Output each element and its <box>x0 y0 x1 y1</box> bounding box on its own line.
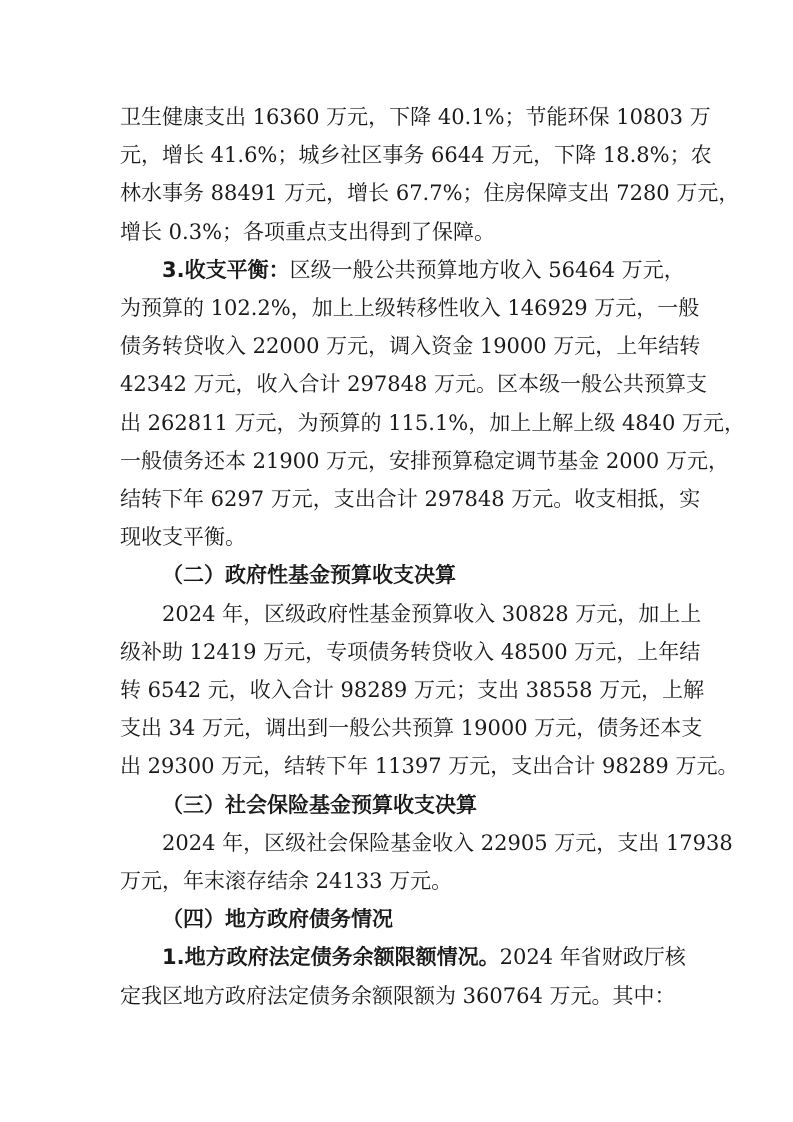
text-line <box>120 251 685 289</box>
text-line: 一般债务还本 21900 万元，安排预算稳定调节基金 2000 万元， <box>120 448 729 473</box>
section-heading-social-insurance: （三）社会保险基金预算收支决算 <box>162 792 477 817</box>
text-line <box>120 938 686 976</box>
text-line: 卫生健康支出 16360 万元，下降 40.1%；节能环保 10803 万 <box>120 105 711 129</box>
paragraph-expenditure-items <box>120 98 740 251</box>
text-line: 2024 年，区级社会保险基金收入 22905 万元，支出 17938 <box>162 830 733 855</box>
paragraph-revenue-expenditure-balance <box>120 251 746 557</box>
section-label: 3.收支平衡： <box>162 257 290 282</box>
text-segment: 区级一般公共预算地方收入 56464 万元， <box>289 257 685 282</box>
text-segment: 2024 年省财政厅核 <box>499 945 686 970</box>
text-line: 为预算的 102.2%，加上上级转移性收入 146929 万元，一般 <box>120 296 700 321</box>
text-line: 42342 万元，收入合计 297848 万元。区本级一般公共预算支 <box>120 372 707 397</box>
text-line: 2024 年，区级政府性基金预算收入 30828 万元，加上上 <box>162 601 702 626</box>
section-heading-local-debt: （四）地方政府债务情况 <box>162 907 393 932</box>
text-line: 万元，年末滚存结余 24133 万元。 <box>120 869 453 894</box>
text-line: 出 29300 万元，结转下年 11397 万元，支出合计 98289 万元。 <box>120 754 739 779</box>
text-line: 级补助 12419 万元，专项债务转贷收入 48500 万元，上年结 <box>120 639 701 664</box>
paragraph-fund-budget <box>120 595 739 786</box>
text-line: 林水事务 88491 万元，增长 67.7%；住房保障支出 7280 万元， <box>120 181 740 206</box>
text-line: 转 6542 元，收入合计 98289 万元；支出 38558 万元，上解 <box>120 678 705 703</box>
paragraph-social-insurance <box>120 824 733 900</box>
text-line: 元，增长 41.6%；城乡社区事务 6644 万元，下降 18.8%；农 <box>120 143 712 168</box>
text-line: 结转下年 6297 万元，支出合计 297848 万元。收支相抵，实 <box>120 487 701 512</box>
text-line: 现收支平衡。 <box>120 525 246 550</box>
text-line: 债务转贷收入 22000 万元，调入资金 19000 万元，上年结转 <box>120 334 701 359</box>
section-heading-fund-budget: （二）政府性基金预算收支决算 <box>162 563 456 588</box>
text-line: 出 262811 万元，为预算的 115.1%，加上上解上级 4840 万元， <box>120 410 746 435</box>
section-label: 1.地方政府法定债务余额限额情况。 <box>162 945 500 970</box>
paragraph-debt-limit <box>120 938 686 1014</box>
text-line: 支出 34 万元，调出到一般公共预算 19000 万元，债务还本支 <box>120 716 703 741</box>
document-body <box>120 98 746 1015</box>
text-line: 增长 0.3%；各项重点支出得到了保障。 <box>120 219 496 244</box>
text-line: 定我区地方政府法定债务余额限额为 360764 万元。其中： <box>120 983 676 1008</box>
